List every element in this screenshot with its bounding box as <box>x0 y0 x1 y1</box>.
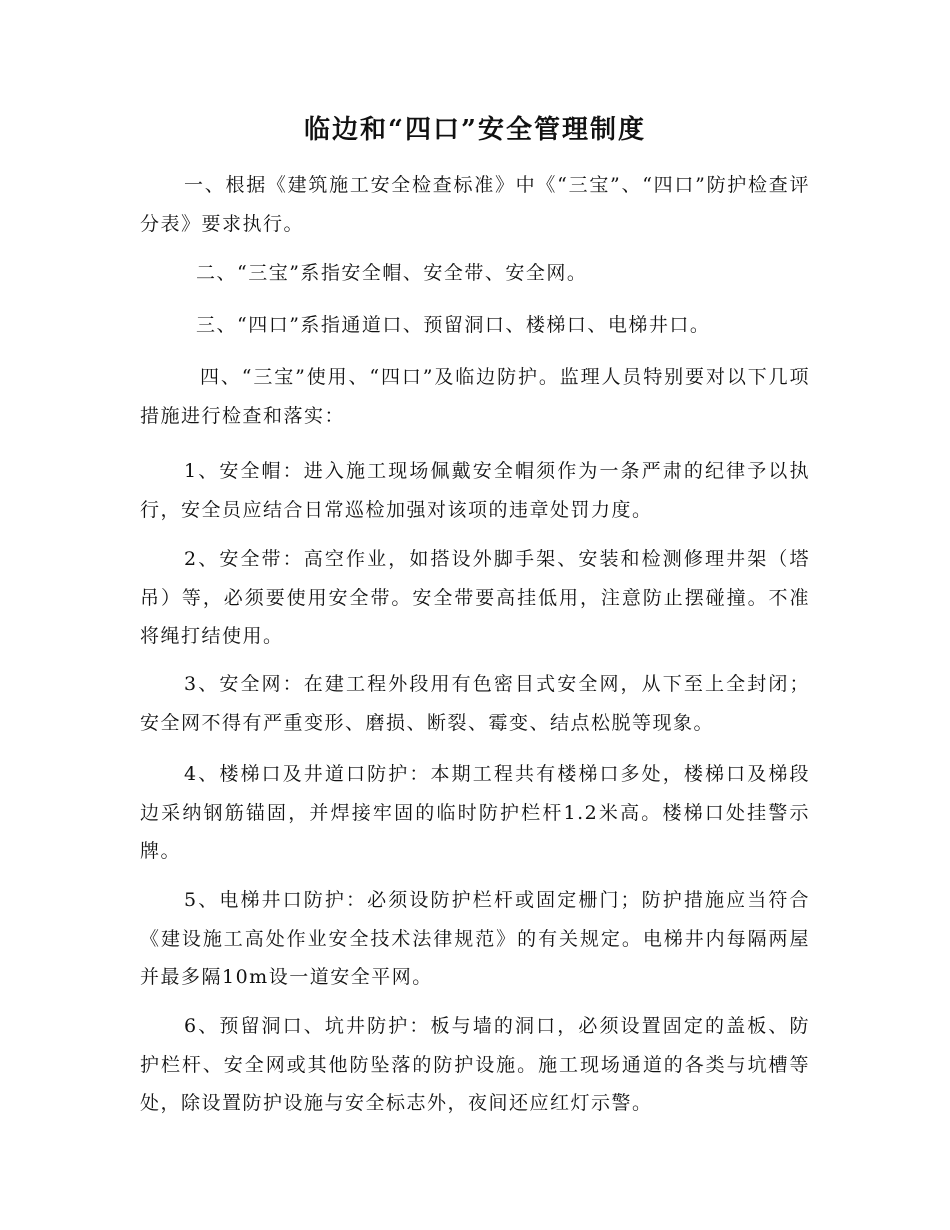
paragraph-safety-net: 3、安全网：在建工程外段用有色密目式安全网，从下至上全封闭；安全网不得有严重变形、磨损、断裂、霉变、结点松脱等现象。 <box>140 673 810 734</box>
paragraph-stairwell-protection: 4、楼梯口及井道口防护：本期工程共有楼梯口多处，楼梯口及梯段边采纳钢筋锚固，并焊接牢固的临时防护栏杆1.2米高。楼梯口处挂警示牌。 <box>140 763 810 862</box>
paragraph-reserved-opening-protection: 6、预留洞口、坑井防护：板与墙的洞口，必须设置固定的盖板、防护栏杆、安全网或其他防坠落的防护设施。施工现场通道的各类与坑槽等处，除设置防护设施与安全标志外，夜间还应红灯示警。 <box>140 1015 810 1114</box>
paragraph-elevator-shaft-protection: 5、电梯井口防护：必须设防护栏杆或固定栅门；防护措施应当符合《建设施工高处作业安全技术法律规范》的有关规定。电梯井内每隔两屋并最多隔10m设一道安全平网。 <box>140 889 810 988</box>
paragraph-safety-belt: 2、安全带：高空作业，如搭设外脚手架、安装和检测修理井架（塔吊）等，必须要使用安全带。安全带要高挂低用，注意防止摆碰撞。不准将绳打结使用。 <box>140 548 810 647</box>
paragraph-2-three-treasures: 二、“三宝”系指安全帽、安全带、安全网。 <box>196 262 588 284</box>
paragraph-4-inspection-intro: 四、“三宝”使用、“四口”及临边防护。监理人员特别要对以下几项措施进行检查和落实： <box>140 366 810 427</box>
document-title: 临边和“四口”安全管理制度 <box>304 115 646 145</box>
paragraph-safety-helmet: 1、安全帽：进入施工现场佩戴安全帽须作为一条严肃的纪律予以执行，安全员应结合日常巡检加强对该项的违章处罚力度。 <box>140 460 810 521</box>
paragraph-3-four-openings: 三、“四口”系指通道口、预留洞口、楼梯口、电梯井口。 <box>196 314 711 336</box>
paragraph-1-reference-standard: 一、根据《建筑施工安全检查标准》中《“三宝”、“四口”防护检查评分表》要求执行。 <box>140 174 810 235</box>
